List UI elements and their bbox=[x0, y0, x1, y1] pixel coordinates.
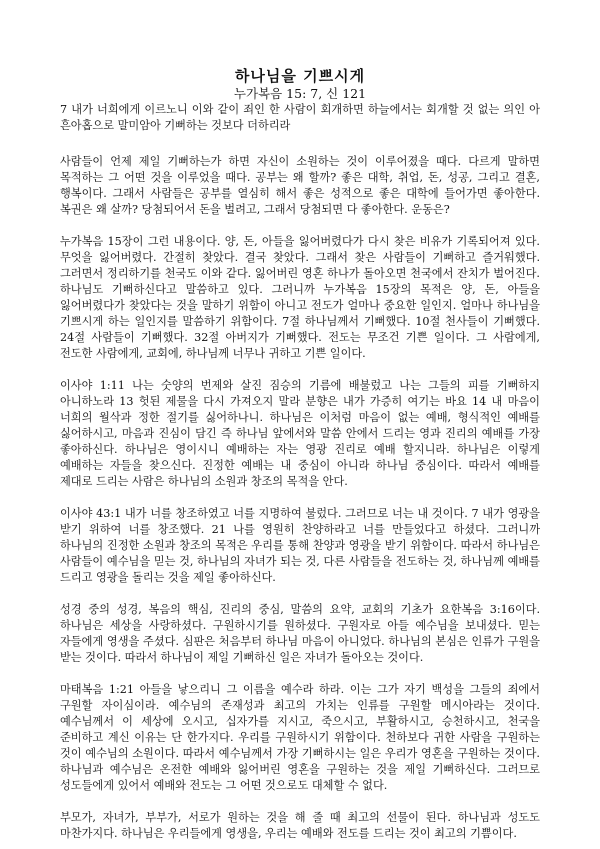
body-paragraph-7: 부모가, 자녀가, 부부가, 서로가 원하는 것을 해 줄 때 최고의 선물이 된다. 하나님과 성도도 마찬가지다. 하나님은 우리들에게 영생을, 우리는 예배와 전도를 드리는 것이 최고의 기쁨이다. bbox=[60, 811, 540, 840]
body-paragraph-6: 마태복음 1:21 아들을 낳으리니 그 이름을 예수라 하라. 이는 그가 자기 백성을 그들의 죄에서 구원할 자이심이라. 예수님의 존재성과 최고의 가치는 인류를 구원할 메시아라는 것이다. 예수님께서 이 세상에 오시고, 십자가를 지시고, 죽으시고, 부활하시고, 승천하시고, 천국을 준비하고 계신 이유는 단 한가지다. 우리를 구원하시기 위함이다. 천하보다 귀한 사람을 구원하는 것이 예수님의 소원이다. 따라서 예수님께서 가장 기뻐하시는 일은 우리가 영혼을 구원하는 것이다. 하나님과 예수님은 온전한 예배와 잃어버린 영혼을 구원하는 것을 제일 기뻐하신다. 그러므로 성도들에게 있어서 예배와 전도는 그 어떤 것으로도 대체할 수 없다. bbox=[60, 683, 540, 792]
scripture-reference: 누가복음 15: 7, 신 121 bbox=[233, 86, 367, 101]
body-paragraph-4: 이사야 43:1 내가 너를 창조하였고 너를 지명하여 불렀다. 그러므로 너는 내 것이다. 7 내가 영광을 받기 위하여 너를 창조했다. 21 나를 영원히 찬양하라고 너를 만들었다고 하셨다. 그러니까 하나님의 진정한 소원과 창조의 목적은 우리를 통해 찬양과 영광을 받기 위함이다. 따라서 하나님은 사람들이 예수님을 믿는 것, 하나님의 자녀가 되는 것, 다른 사람들을 전도하는 것, 하나님께 예배를 드리고 영광을 돌리는 것을 제일 좋아하신다. bbox=[60, 507, 540, 584]
body-paragraph-1: 사람들이 언제 제일 기뻐하는가 하면 자신이 소원하는 것이 이루어졌을 때다. 다르게 말하면 목적하는 그 어떤 것을 이루었을 때다. 공부는 왜 할까? 좋은 대학, 취업, 돈, 성공, 그리고 결혼, 행복이다. 그래서 사람들은 공부를 열심히 해서 좋은 성적으로 좋은 대학에 들어가면 좋아한다. 복권은 왜 살까? 당첨되어서 돈을 벌려고, 그래서 당첨되면 다 좋아한다. 운동은? bbox=[60, 155, 540, 216]
body-paragraph-5: 성경 중의 성경, 복음의 핵심, 진리의 중심, 말씀의 요약, 교회의 기초가 요한복음 3:16이다. 하나님은 세상을 사랑하셨다. 구원하시기를 원하셨다. 구원자로 아들 예수님을 보내셨다. 믿는 자들에게 영생을 주셨다. 심판은 처음부터 하나님 마음이 아니었다. 하나님의 본심은 인류가 구원을 받는 것이다. 따라서 하나님이 제일 기뻐하신 일은 자녀가 돌아오는 것이다. bbox=[60, 603, 540, 664]
body-paragraph-3: 이사야 1:11 나는 숫양의 번제와 살진 짐승의 기름에 배불렀고 나는 그들의 피를 기뻐하지 아니하노라 13 헛된 제물을 다시 가져오지 말라 분향은 내가 가증히 여기는 바요 14 내 마음이 너희의 월삭과 정한 절기를 싫어하나니. 하나님은 이처럼 마음이 없는 예배, 형식적인 예배를 싫어하시고, 마음과 진심이 담긴 즉 하나님 앞에서와 말씀 안에서 드리는 영과 진리의 예배를 가장 좋아하신다. 하나님은 영이시니 예배하는 자는 영광 진리로 예배 할지니라. 하나님은 이렇게 예배하는 자들을 찾으신다. 진정한 예배는 내 중심이 아니라 하나님 중심이다. 따라서 예배를 제대로 드리는 사람은 하나님의 소원과 창조의 목적을 안다. bbox=[60, 379, 540, 488]
scripture-verse: 7 내가 너희에게 이르노니 이와 같이 죄인 한 사람이 회개하면 하늘에서는 회개할 것 없는 의인 아흔아홉으로 말미암아 기뻐하는 것보다 더하리라 bbox=[60, 103, 540, 132]
body-paragraph-2: 누가복음 15장이 그런 내용이다. 양, 돈, 아들을 잃어버렸다가 다시 찾은 비유가 기록되어져 있다. 무엇을 잃어버렸다. 간절히 찾았다. 결국 찾았다. 그래서 찾은 사람들이 기뻐하고 즐거워했다. 그러면서 정리하기를 천국도 이와 같다. 잃어버린 영혼 하나가 돌아오면 천국에서 잔치가 벌어진다. 하나님도 기뻐하신다고 말씀하고 있다. 그러니까 누가복음 15장의 목적은 양, 돈, 아들을 잃어버렸다가 찾았다는 것을 말하기 위함이 아니고 전도가 얼마나 중요한 일인지. 얼마나 하나님을 기쁘시게 하는 일인지를 말씀하기 위함이다. 7절 하나님께서 기뻐했다. 10절 천사들이 기뻐했다. 24절 사람들이 기뻐했다. 32절 아버지가 기뻐했다. 전도는 무조건 기쁜 일이다. 그 사람에게, 전도한 사람에게, 교회에, 하나님께 너무나 귀하고 기쁜 일이다. bbox=[60, 235, 540, 360]
page-title: 하나님을 기쁘시게 bbox=[234, 67, 366, 85]
